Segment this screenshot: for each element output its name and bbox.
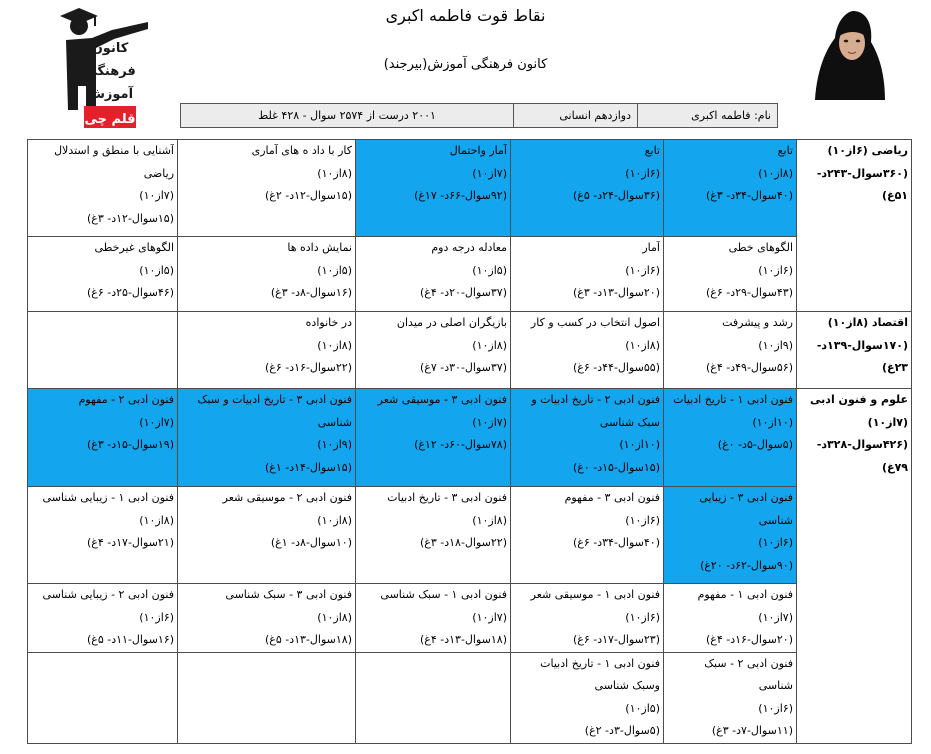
topic-name: فنون ادبی ۲ - مفهوم <box>78 393 174 406</box>
topic-name: فنون ادبی ۳ - مفهوم <box>564 491 660 504</box>
topic-cell <box>356 237 511 312</box>
topic-cell <box>356 487 511 584</box>
topic-stats: (۱۶سوال-۸د- ۳غ) <box>270 286 352 299</box>
institute-name: کانون فرهنگی آموزش(بیرجند) <box>383 57 548 72</box>
subject-cell: ریاضی (۶از۱۰) (۳۶۰سوال-۲۴۳د- ۵۱غ) <box>797 140 912 312</box>
student-photo <box>813 8 887 100</box>
svg-text:قلم چی: قلم چی <box>84 112 136 127</box>
topic-cell <box>511 652 664 743</box>
topic-cell <box>356 389 511 487</box>
table-row <box>28 312 912 389</box>
topic-stats: (۲۲سوال-۱۸د- ۳غ) <box>419 536 507 549</box>
topic-name: فنون ادبی ۳ - تاریخ ادبیات و سبک شناسی <box>197 393 352 429</box>
topic-name: تابع <box>644 144 660 157</box>
topic-score: (۸از۱۰) <box>139 513 174 527</box>
topic-cell <box>178 487 356 584</box>
topic-stats: (۵۵سوال-۴۴د- ۶غ) <box>572 361 660 374</box>
topic-stats: (۲۲سوال-۱۶د- ۶غ) <box>264 361 352 374</box>
svg-text:آموزش: آموزش <box>86 87 134 102</box>
table-row <box>28 487 912 584</box>
topic-cell <box>511 237 664 312</box>
topic-stats: (۴۳سوال-۲۹د- ۶غ) <box>705 286 793 299</box>
topic-score: (۷از۱۰) <box>472 415 507 429</box>
topic-score: (۵از۱۰) <box>472 263 507 277</box>
topic-name: آمار واحتمال <box>449 144 507 157</box>
topic-cell <box>28 584 178 653</box>
topic-stats: (۵سوال-۳د- ۲غ) <box>584 724 660 737</box>
topic-stats: (۳۶سوال-۲۴د- ۵غ) <box>572 189 660 202</box>
topic-cell <box>511 312 664 389</box>
topic-cell <box>178 312 356 389</box>
topic-cell <box>28 312 178 389</box>
topic-name: فنون ادبی ۱ - مفهوم <box>697 588 793 601</box>
topic-stats: (۳۷سوال-۳۰د- ۷غ) <box>419 361 507 374</box>
topic-score: (۶از۱۰) <box>625 610 660 624</box>
topic-name: فنون ادبی ۱ - زیبایی شناسی <box>42 491 174 504</box>
topic-stats: (۱۰سوال-۸د- ۱غ) <box>270 536 352 549</box>
topic-stats: (۱۵سوال-۱۵د- ۰غ) <box>572 460 660 474</box>
topic-name: فنون ادبی ۳ - زیبایی شناسی <box>699 491 793 527</box>
topic-score: (۸از۱۰) <box>472 513 507 527</box>
topic-name: فنون ادبی ۲ - تاریخ ادبیات و سبک شناسی <box>531 393 660 429</box>
overall-stats: ۲۰۰۱ درست از ۲۵۷۴ سوال - ۴۲۸ غلط <box>258 109 436 122</box>
topic-stats: (۳۷سوال-۲۰د- ۴غ) <box>419 286 507 299</box>
topic-score: (۷از۱۰) <box>472 610 507 624</box>
topic-cell <box>664 584 797 653</box>
topic-stats: (۱۸سوال-۱۳د- ۴غ) <box>419 633 507 646</box>
topic-stats: (۵۶سوال-۴۹د- ۴غ) <box>705 361 793 374</box>
topic-name: الگوهای خطی <box>728 241 793 254</box>
topic-cell <box>356 140 511 237</box>
topic-name: تابع <box>777 144 793 157</box>
topic-cell <box>511 584 664 653</box>
topic-name: رشد و پیشرفت <box>722 316 793 329</box>
topic-stats: (۱۵سوال-۱۴د- ۱غ) <box>264 460 352 474</box>
student-grade: دوازدهم انسانی <box>513 104 637 127</box>
topic-name: آشنایی با منطق و استدلال ریاضی <box>54 144 174 180</box>
topic-name: بازیگران اصلی در میدان <box>396 316 507 329</box>
topic-score: (۵از۱۰) <box>317 263 352 277</box>
topic-name: الگوهای غیرخطی <box>94 241 174 254</box>
topic-score: (۸از۱۰) <box>317 610 352 624</box>
topic-cell <box>178 389 356 487</box>
topic-score: (۱۰از۱۰) <box>752 415 793 429</box>
topic-score: (۹از۱۰) <box>758 338 793 352</box>
topic-score: (۶از۱۰) <box>625 263 660 277</box>
topic-cell <box>28 389 178 487</box>
topic-stats: (۱۵سوال-۱۲د- ۲غ) <box>264 189 352 202</box>
topic-name: فنون ادبی ۲ - موسیقی شعر <box>222 491 352 504</box>
topic-score: (۶از۱۰) <box>758 263 793 277</box>
topic-stats: (۵سوال-۵د- ۰غ) <box>717 438 793 451</box>
topic-stats: (۱۸سوال-۱۳د- ۵غ) <box>264 633 352 646</box>
topic-name: اصول انتخاب در کسب و کار <box>530 316 660 329</box>
topic-stats: (۴۰سوال-۳۴د- ۳غ) <box>705 189 793 202</box>
table-row <box>28 389 912 487</box>
topic-score: (۸از۱۰) <box>317 166 352 180</box>
topic-score: (۷از۱۰) <box>139 415 174 429</box>
topic-stats: (۲۰سوال-۱۳د- ۳غ) <box>572 286 660 299</box>
brand-logo <box>52 2 150 130</box>
topic-stats: (۲۰سوال-۱۶د- ۴غ) <box>705 633 793 646</box>
subject-cell: علوم و فنون ادبی (۷از۱۰) (۴۲۶سوال-۳۲۸د- ۷۹غ) <box>797 389 912 744</box>
table-row <box>28 140 912 237</box>
table-row <box>28 237 912 312</box>
topic-score: (۷از۱۰) <box>472 166 507 180</box>
topic-cell <box>664 487 797 584</box>
topic-score: (۸از۱۰) <box>317 513 352 527</box>
report-header <box>0 0 931 140</box>
topic-name: فنون ادبی ۱ - سبک شناسی <box>380 588 507 601</box>
topic-cell <box>28 237 178 312</box>
topic-name: معادله درجه دوم <box>431 241 507 254</box>
svg-text:کانون: کانون <box>91 41 129 56</box>
student-info-bar <box>180 103 778 128</box>
topic-score: (۶از۱۰) <box>758 701 793 715</box>
topic-cell <box>28 487 178 584</box>
topic-cell <box>664 140 797 237</box>
strengths-table <box>27 139 912 744</box>
topic-cell <box>178 584 356 653</box>
topic-stats: (۷۸سوال-۶۰د- ۱۲غ) <box>414 438 507 451</box>
topic-stats: (۱۱سوال-۷د- ۳غ) <box>711 724 793 737</box>
topic-cell <box>178 237 356 312</box>
topic-score: (۶از۱۰) <box>625 513 660 527</box>
topic-score: (۱۰از۱۰) <box>619 438 660 451</box>
topic-cell <box>664 389 797 487</box>
topic-name: فنون ادبی ۲ - سبک شناسی <box>704 656 793 692</box>
topic-stats: (۴۰سوال-۳۴د- ۶غ) <box>572 536 660 549</box>
topic-score: (۵از۱۰) <box>625 701 660 715</box>
topic-score: (۶از۱۰) <box>758 536 793 549</box>
svg-text:فرهنگی: فرهنگی <box>84 64 136 79</box>
topic-score: (۶از۱۰) <box>625 166 660 180</box>
topic-name: در خانواده <box>305 316 352 329</box>
topic-name: نمایش داده ها <box>287 241 352 254</box>
topic-stats: (۹۲سوال-۶۶د- ۱۷غ) <box>414 189 507 202</box>
topic-cell <box>356 312 511 389</box>
topic-cell <box>511 140 664 237</box>
topic-name: آمار <box>642 241 660 254</box>
topic-name: فنون ادبی ۳ - سبک شناسی <box>225 588 352 601</box>
topic-score: (۸از۱۰) <box>317 338 352 352</box>
topic-cell <box>356 652 511 743</box>
topic-stats: (۲۳سوال-۱۷د- ۶غ) <box>572 633 660 646</box>
topic-cell <box>664 237 797 312</box>
page-title: نقاط قوت فاطمه اکبری <box>385 6 546 25</box>
topic-score: (۹از۱۰) <box>317 438 352 451</box>
table-row <box>28 584 912 653</box>
topic-cell <box>356 584 511 653</box>
topic-stats: (۴۶سوال-۲۵د- ۶غ) <box>86 286 174 299</box>
topic-stats: (۹۰سوال-۶۲د- ۲۰غ) <box>700 558 793 572</box>
topic-score: (۸از۱۰) <box>758 166 793 180</box>
topic-name: فنون ادبی ۱ - موسیقی شعر <box>530 588 660 601</box>
topic-cell <box>511 487 664 584</box>
topic-stats: (۲۱سوال-۱۷د- ۴غ) <box>86 536 174 549</box>
table-row <box>28 652 912 743</box>
topic-score: (۷از۱۰) <box>139 189 174 202</box>
topic-name: فنون ادبی ۱ - تاریخ ادبیات وسبک شناسی <box>540 656 660 692</box>
graduate-pointing-logo-icon <box>52 2 150 130</box>
subject-cell: اقتصاد (۸از۱۰) (۱۷۰سوال-۱۳۹د- ۲۳غ) <box>797 312 912 389</box>
topic-stats: (۱۹سوال-۱۵د- ۳غ) <box>86 438 174 451</box>
topic-cell <box>178 652 356 743</box>
topic-cell <box>28 652 178 743</box>
topic-cell <box>511 389 664 487</box>
topic-score: (۸از۱۰) <box>472 338 507 352</box>
topic-stats: (۱۶سوال-۱۱د- ۵غ) <box>86 633 174 646</box>
topic-score: (۶از۱۰) <box>139 610 174 624</box>
topic-name: فنون ادبی ۳ - تاریخ ادبیات <box>387 491 507 504</box>
topic-cell <box>28 140 178 237</box>
topic-name: کار با داد ه های آماری <box>251 144 352 157</box>
topic-name: فنون ادبی ۱ - تاریخ ادبیات <box>673 393 793 406</box>
topic-score: (۵از۱۰) <box>139 263 174 277</box>
topic-name: فنون ادبی ۳ - موسیقی شعر <box>377 393 507 406</box>
topic-score: (۷از۱۰) <box>758 610 793 624</box>
student-name: نام: فاطمه اکبری <box>637 104 777 127</box>
topic-cell <box>178 140 356 237</box>
topic-score: (۸از۱۰) <box>625 338 660 352</box>
topic-cell <box>664 312 797 389</box>
topic-stats: (۱۵سوال-۱۲د- ۳غ) <box>86 211 174 225</box>
topic-cell <box>664 652 797 743</box>
topic-name: فنون ادبی ۲ - زیبایی شناسی <box>42 588 174 601</box>
